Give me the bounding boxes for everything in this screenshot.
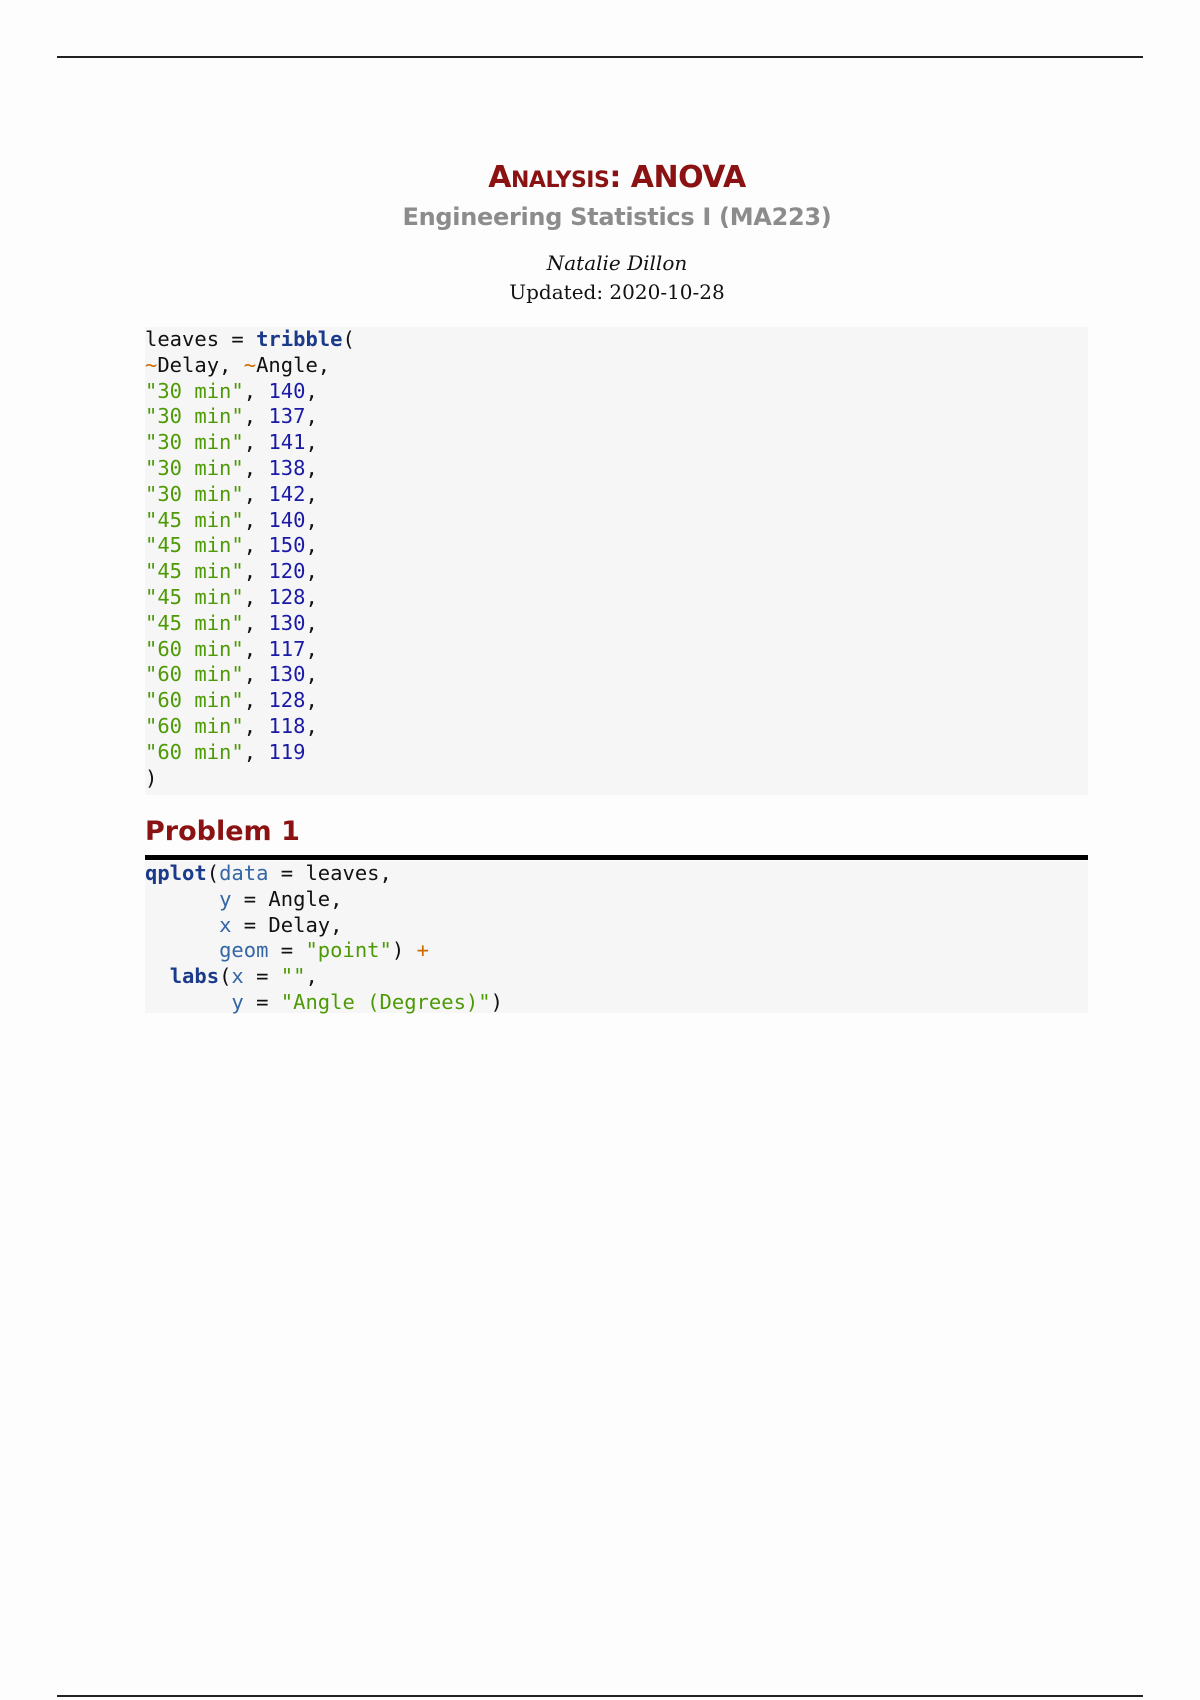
code-token: ( [219,964,232,989]
code-token: x [219,912,232,937]
code-token: , [305,430,318,455]
code-token: = leaves, [268,861,392,885]
document-subtitle: Engineering Statistics I (MA223) [402,203,832,231]
code-token: , [243,662,269,687]
code-token: 118 [268,713,306,738]
code-line [145,637,1088,663]
code-token: , [305,404,318,429]
code-token: x [231,964,244,989]
code-token: y [219,886,232,911]
code-line [145,688,1088,714]
code-token: 142 [268,481,306,506]
code-token: "30 min" [145,455,244,480]
code-token: ( [342,327,355,351]
page-bottom-rule [57,1695,1143,1697]
code-token [145,964,170,988]
code-token: , [243,533,269,558]
code-token: , [305,713,318,738]
section-heading-problem-1: Problem 1 [145,816,300,847]
code-token: "30 min" [145,481,244,506]
code-token: , [305,507,318,532]
code-token: data [219,861,269,885]
code-token: "45 min" [145,533,244,558]
code-line [145,533,1088,559]
code-token: "45 min" [145,584,244,609]
document-title [0,160,1200,195]
code-token: , [305,481,318,506]
code-block-tribble [145,327,1088,795]
code-token: , [305,584,318,609]
code-token: ~ [145,352,158,377]
section-heading-rule [145,855,1088,860]
code-token: ) [490,989,503,1014]
code-token: , [305,559,318,584]
code-line [145,404,1088,430]
code-token: "45 min" [145,559,244,584]
code-token: , [243,481,269,506]
code-token: 128 [268,688,306,713]
code-line [145,508,1088,534]
code-token: , [305,533,318,558]
code-token: , [243,378,269,403]
code-block-qplot [145,861,1088,1013]
code-token: , [243,430,269,455]
code-token [145,938,219,962]
code-token: = [243,964,281,989]
code-token: , [305,378,318,403]
code-token: 150 [268,533,306,558]
code-token: , [305,610,318,635]
code-line [145,585,1088,611]
code-token: "60 min" [145,662,244,687]
code-token: "Angle (Degrees)" [280,989,491,1014]
code-token: geom [219,938,269,963]
code-token: 141 [268,430,306,455]
code-token: ~ [243,352,257,377]
code-token: "30 min" [145,430,244,455]
code-token: , [243,713,269,738]
document-date: Updated: 2020-10-28 [509,280,725,304]
code-line [145,482,1088,508]
code-token [145,913,219,937]
code-token: = Delay, [231,912,343,937]
code-token: , [243,507,269,532]
code-line [145,990,1088,1016]
code-token: y [231,989,244,1014]
code-token: leaves = [145,327,257,351]
code-token [145,990,231,1014]
code-token: 140 [268,507,306,532]
code-token: qplot [145,861,207,885]
code-line [145,353,1088,379]
code-token: 138 [268,455,306,480]
code-token: "60 min" [145,636,244,661]
code-line [145,766,1088,792]
page-top-rule [57,56,1143,58]
code-line [145,379,1088,405]
code-token: ( [206,861,220,885]
code-token: , [305,688,318,713]
code-token: , [243,404,269,429]
code-token: = Angle, [231,886,343,911]
code-token: ) [145,765,158,790]
code-line [145,662,1088,688]
code-token: "45 min" [145,507,244,532]
code-token: 128 [268,584,306,609]
code-token: "" [280,964,306,989]
code-token: "30 min" [145,378,244,403]
code-token: 117 [268,636,306,661]
code-token: , [243,584,269,609]
code-line [145,714,1088,740]
code-token: , [243,455,269,480]
code-line [145,456,1088,482]
code-token: ) [391,938,417,963]
code-token: Delay, [157,352,244,377]
code-token: "60 min" [145,688,244,713]
code-line [145,611,1088,637]
code-line [145,559,1088,585]
title-small-caps: NALYSIS [511,168,610,193]
code-token: , [305,455,318,480]
code-token: tribble [256,327,343,351]
code-token: "45 min" [145,610,244,635]
document-author: Natalie Dillon [546,251,688,275]
code-token: "60 min" [145,739,244,764]
code-token: Angle, [256,352,331,377]
code-token: , [243,739,269,764]
code-token [145,887,219,911]
code-token: 120 [268,559,306,584]
code-line [145,964,1088,990]
code-line [145,913,1088,939]
code-line [145,938,1088,964]
code-token: 137 [268,404,306,429]
code-token: 140 [268,378,306,403]
code-token: , [305,964,318,989]
code-line [145,327,1088,353]
code-token: , [305,662,318,687]
title-initial: A [488,160,511,195]
code-token: 119 [268,739,306,764]
code-token: 130 [268,662,306,687]
code-token: = [268,938,306,963]
code-token: "60 min" [145,713,244,738]
code-token: 130 [268,610,306,635]
code-token: = [243,989,281,1014]
code-token: , [243,610,269,635]
code-token: , [243,559,269,584]
code-line [145,740,1088,766]
code-line [145,861,1088,887]
code-token: , [243,688,269,713]
code-token: "30 min" [145,404,244,429]
code-line [145,887,1088,913]
code-token: , [305,636,318,661]
code-token: , [243,636,269,661]
title-suffix: : ANOVA [609,160,746,195]
code-token: labs [169,964,220,989]
code-token: + [416,938,429,963]
code-token: "point" [305,938,392,963]
code-line [145,430,1088,456]
